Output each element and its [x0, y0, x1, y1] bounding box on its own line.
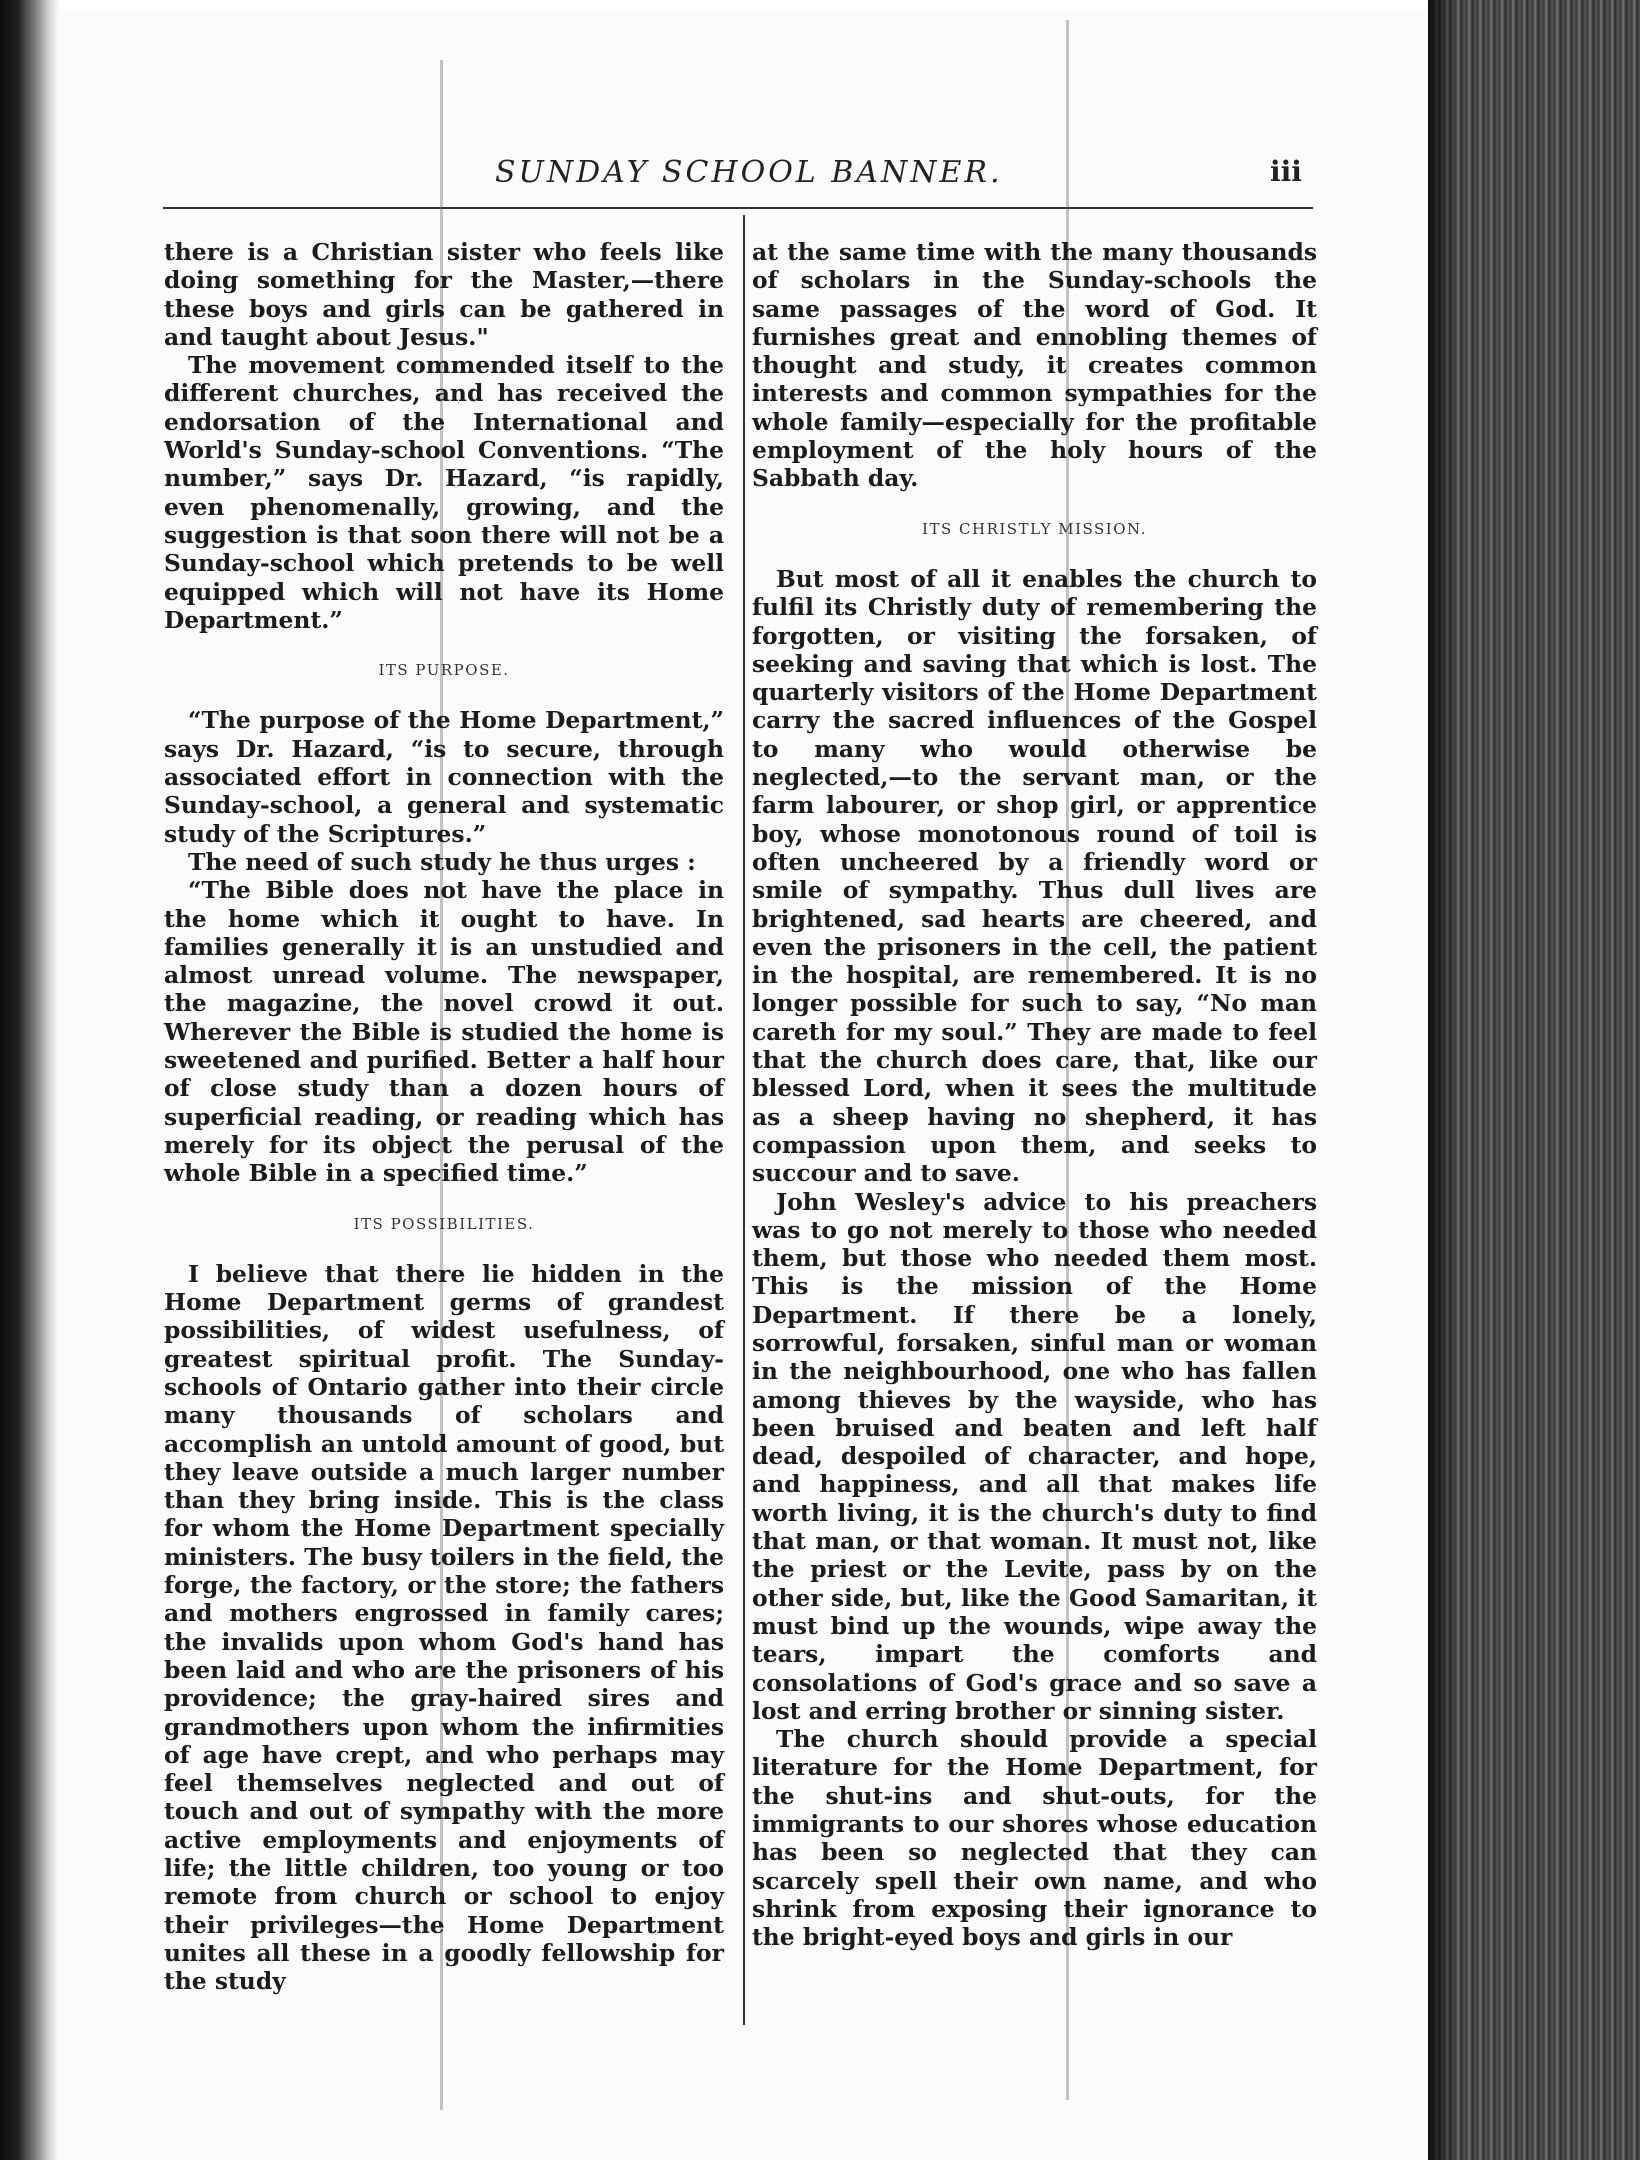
- section-heading-purpose: ITS PURPOSE.: [378, 661, 510, 680]
- paragraph: The movement commended itself to the different churches, and has received the endorsation of the International and World's Sunday-school Conventions. “The number,” says Dr. Hazard, “is rapidly, even phenomenally, growing, and the suggestion is that soon there will not be a Sunday-school which pretends to be well equipped which will not have its Home Department.”: [164, 351, 724, 634]
- section-heading-mission: ITS CHRISTLY MISSION.: [922, 519, 1147, 538]
- paragraph: there is a Christian sister who feels like doing something for the Master,—there these boys and girls can be gathered in and taught about Jesus.": [164, 238, 724, 351]
- right-column: [752, 238, 1317, 1952]
- paragraph: But most of all it enables the church to fulfil its Christly duty of remembering the forgotten, or visiting the forsaken, of seeking and saving that which is lost. The quarterly visitors of the Home Department carry the sacred influences of the Gospel to many who would otherwise be neglected,—to the servant man, or the farm labourer, or shop girl, or apprentice boy, whose monotonous round of toil is often uncheered by a friendly word or smile of sympathy. Thus dull lives are brightened, sad hearts are cheered, and even the prisoners in the cell, the patient in the hospital, are remembered. It is no longer possible for such to say, “No man careth for my soul.” They are made to feel that the church does care, that, like our blessed Lord, when it sees the multitude as a sheep having no shepherd, it has compassion upon them, and seeks to succour and to save.: [752, 564, 1317, 1188]
- paragraph: “The Bible does not have the place in the home which it ought to have. In families generally it is an unstudied and almost unread volume. The newspaper, the magazine, the novel crowd it out. Wherever the Bible is studied the home is sweetened and purified. Better a half hour of close study than a dozen hours of superficial reading, or reading which has merely for its object the perusal of the whole Bible in a specified time.”: [164, 876, 724, 1188]
- paragraph: I believe that there lie hidden in the Home Department germs of grandest possibilities, of widest usefulness, of greatest spiritual profit. The Sunday-schools of Ontario gather into their circle many thousands of scholars and accomplish an untold amount of good, but they leave outside a much larger number than they bring inside. This is the class for whom the Home Department specially ministers. The busy toilers in the field, the forge, the factory, or the store; the fathers and mothers engrossed in family cares; the invalids upon whom God's hand has been laid and who are the prisoners of his providence; the gray-haired sires and grandmothers upon whom the infirmities of age have crept, and who perhaps may feel themselves neglected and out of touch and out of sympathy with the more active employments and enjoyments of life; the little children, too young or too remote from church or school to enjoy their privileges—the Home Department unites all these in a goodly fellowship for the study: [164, 1259, 724, 1996]
- running-header-title: SUNDAY SCHOOL BANNER.: [495, 155, 1003, 190]
- paragraph: “The purpose of the Home Department,” says Dr. Hazard, “is to secure, through associated effort in connection with the Sunday-school, a general and systematic study of the Scriptures.”: [164, 706, 724, 848]
- paragraph: The church should provide a special literature for the Home Department, for the shut-ins and shut-outs, for the immigrants to our shores whose education has been so neglected that they can scarcely spell their own name, and who shrink from exposing their ignorance to the bright-eyed boys and girls in our: [752, 1725, 1317, 1952]
- left-column: [164, 238, 724, 1996]
- book-page-edges: [1428, 0, 1640, 2160]
- scan-shadow-left: [0, 0, 60, 2160]
- page-number: iii: [1270, 155, 1302, 188]
- paragraph: John Wesley's advice to his preachers was to go not merely to those who needed them, but those who needed them most. This is the mission of the Home Department. If there be a lonely, sorrowful, forsaken, sinful man or woman in the neighbourhood, one who has fallen among thieves by the wayside, who has been bruised and beaten and left half dead, despoiled of character, and hope, and happiness, and all that makes life worth living, it is the church's duty to find that man, or that woman. It must not, like the priest or the Levite, pass by on the other side, but, like the Good Samaritan, it must bind up the wounds, wipe away the tears, impart the comforts and consolations of God's grace and so save a lost and erring brother or sinning sister.: [752, 1187, 1317, 1725]
- paragraph: at the same time with the many thousands of scholars in the Sunday-schools the same passages of the word of God. It furnishes great and ennobling themes of thought and study, it creates common interests and common sympathies for the whole family—especially for the profitable employment of the holy hours of the Sabbath day.: [752, 238, 1317, 493]
- section-heading-possibilities: ITS POSSIBILITIES.: [353, 1214, 535, 1233]
- header-rule: [163, 207, 1313, 209]
- column-divider: [743, 215, 745, 2025]
- paragraph: The need of such study he thus urges :: [188, 847, 696, 876]
